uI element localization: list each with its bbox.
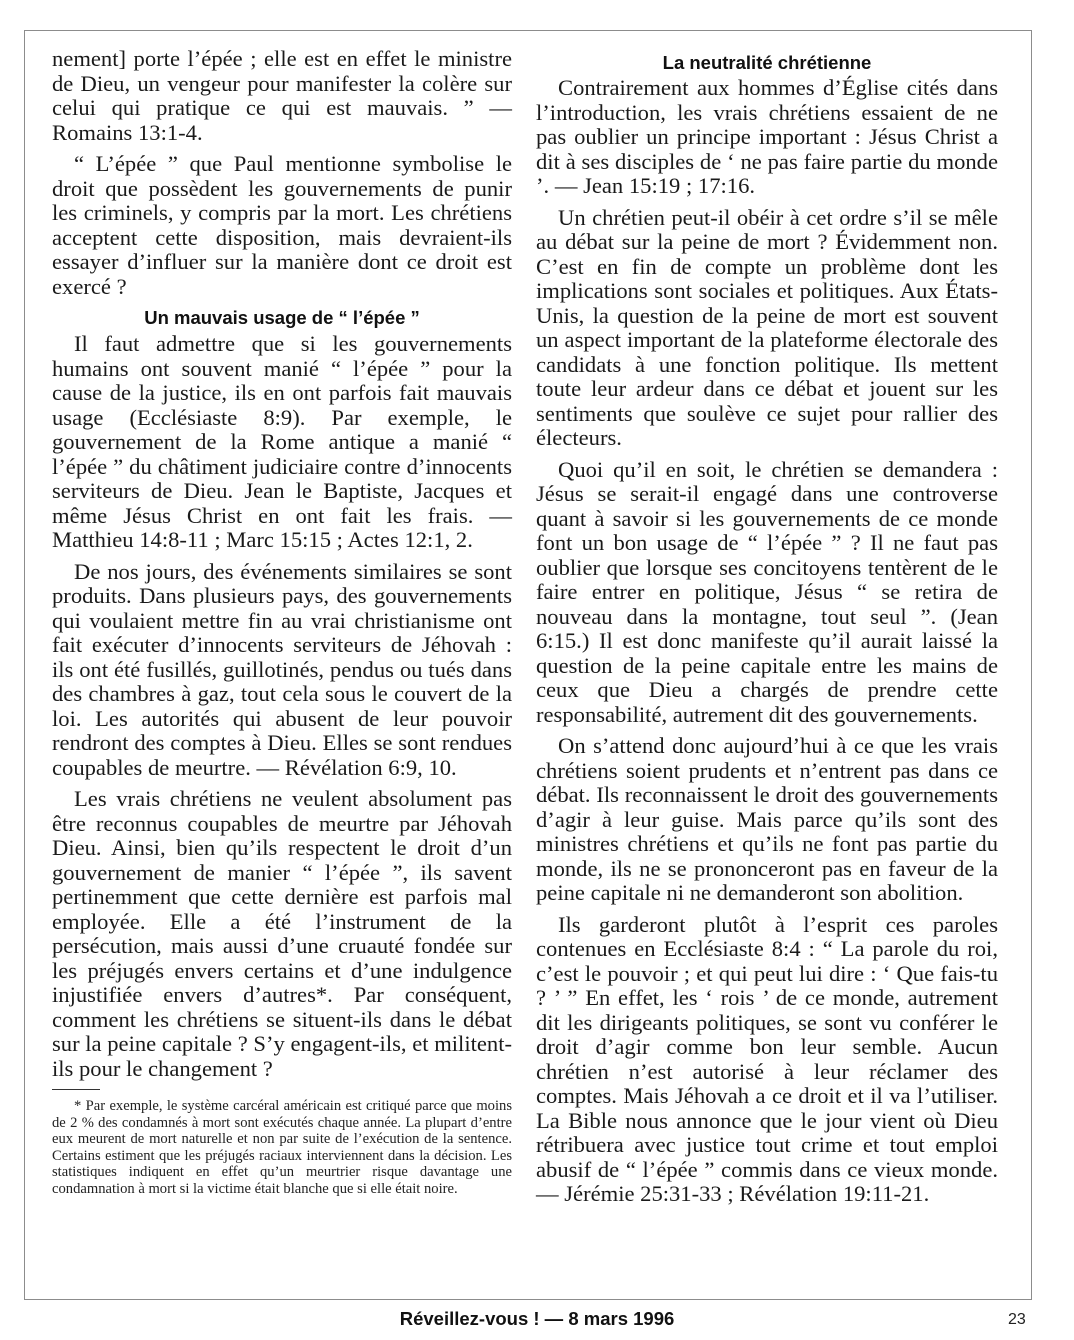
paragraph: nement] porte l’épée ; elle est en effet le ministre de Dieu, un vengeur pour manifester la colère sur celui qui pratique ce qui est mauvais. ” — Romains 13:1-4.	[52, 46, 512, 145]
left-column	[52, 47, 512, 1205]
right-column	[536, 52, 998, 1214]
paragraph: Quoi qu’il en soit, le chrétien se demandera : Jésus se serait-il engagé dans une controverse quant à savoir si les gouvernements de ce monde font un bon usage de “ l’épée ” ? Il ne faut pas oublier que lorsque ses concitoyens tentèrent de le faire entrer en politique, Jésus “ se retira de nouveau dans la montagne, tout seul ”. (Jean 6:15.) Il est donc manifeste qu’il aurait laissé la question de la peine capitale entre les mains de ceux que Dieu a chargés de prendre cette responsabilité, autrement dit des gouvernements.	[536, 456, 998, 727]
footnote-divider	[52, 1089, 100, 1090]
section-heading: La neutralité chrétienne	[662, 52, 872, 73]
paragraph: On s’attend donc aujourd’hui à ce que les vrais chrétiens soient prudents et n’entrent pas dans ce débat. Ils reconnaissent le droit des gouvernements d’agir à leur guise. Mais parce qu’ils sont des ministres chrétiens et qu’ils ne font pas partie du monde, ils ne se prononceront pas en faveur de la peine capitale ni ne demanderont son abolition.	[536, 733, 998, 905]
paragraph: Les vrais chrétiens ne veulent absolument pas être reconnus coupables de meurtre par Jéhovah Dieu. Ainsi, bien qu’ils respectent le droit d’un gouvernement de manier “ l’épée ”, ils savent pertinemment que cette dernière est parfois mal employée. Elle a été l’instrument de la persécution, mais aussi d’une cruauté fondée sur les préjugés envers certains et d’une indulgence injustifiée envers d’autres*. Par conséquent, comment les chrétiens se situent-ils dans le débat sur la peine capitale ? S’y engagent-ils, et militent-ils pour le changement ?	[52, 786, 512, 1081]
section-heading: Un mauvais usage de “ l’épée ”	[144, 307, 420, 328]
paragraph: De nos jours, des événements similaires se sont produits. Dans plusieurs pays, des gouvernements qui voulaient mettre fin au vrai christianisme ont fait exécuter d’innocents serviteurs de Jéhovah : ils ont été fusillés, guillotinés, pendus ou tués dans des chambres à gaz, tout cela sous le couvert de la loi. Les autorités qui abusent de leur pouvoir rendront des comptes à Dieu. Elles se sont rendues coupables de meurtre. — Révélation 6:9, 10.	[52, 558, 512, 780]
publication-footer: Réveillez-vous ! — 8 mars 1996	[399, 1308, 675, 1329]
paragraph: Contrairement aux hommes d’Église cités dans l’introduction, les vrais chrétiens essaient de ne pas oublier un principe important : Jésus Christ a dit à ses disciples de ‘ ne pas faire partie du monde ’. — Jean 15:19 ; 17:16.	[536, 75, 998, 198]
page-number: 23	[1008, 1311, 1026, 1328]
footnote: * Par exemple, le système carcéral américain est critiqué parce que moins de 2 % des condamnés à mort sont exécutés chaque année. La plupart d’entre eux meurent de mort naturelle et non par suite de l’exécution de la sentence. Certains estiment que les préjugés raciaux interviennent dans la décision. Les statistiques indiquent en effet qu’un meurtrier risque davantage une condamnation à mort si la victime était blanche que si elle était noire.	[52, 1098, 512, 1197]
paragraph: Un chrétien peut-il obéir à cet ordre s’il se mêle au débat sur la peine de mort ? Évidemment non. C’est en fin de compte un problème dont les implications sont sociales et politiques. Aux États-Unis, la question de la peine de mort est souvent un aspect important de la plateforme électorale des candidats à une fonction politique. Ils mettent toute leur ardeur dans ce débat et jouent sur les sentiments que soulève ce sujet pour rallier des électeurs.	[536, 204, 998, 450]
paragraph: Il faut admettre que si les gouvernements humains ont souvent manié “ l’épée ” pour la cause de la justice, ils en ont parfois fait mauvais usage (Ecclésiaste 8:9). Par exemple, le gouvernement de la Rome antique a manié “ l’épée ” du châtiment judiciaire contre d’innocents serviteurs de Dieu. Jean le Baptiste, Jacques et même Jésus Christ en ont fait les frais. — Matthieu 14:8-11 ; Marc 15:15 ; Actes 12:1, 2.	[52, 331, 512, 552]
paragraph: “ L’épée ” que Paul mentionne symbolise le droit que possèdent les gouvernements de punir les criminels, y compris par la mort. Les chrétiens acceptent cette disposition, mais devraient-ils essayer d’influer sur la manière dont ce droit est exercé ?	[52, 151, 512, 299]
paragraph: Ils garderont plutôt à l’esprit ces paroles contenues en Ecclésiaste 8:4 : “ La parole du roi, c’est le pouvoir ; et qui peut lui dire : ‘ Que fais-tu ? ’ ” En effet, les ‘ rois ’ de ce monde, autrement dit les dirigeants politiques, se sont vu conférer le droit d’agir comme bon leur semble. Aucun chrétien n’est autorisé à leur réclamer des comptes. Mais Jéhovah a ce droit et il va l’utiliser. La Bible nous annonce que le jour vient où Dieu rétribuera avec justice tout crime et tout emploi abusif de “ l’épée ” commis dans ce vieux monde. — Jérémie 25:31-33 ; Révélation 19:11-21.	[536, 911, 998, 1206]
